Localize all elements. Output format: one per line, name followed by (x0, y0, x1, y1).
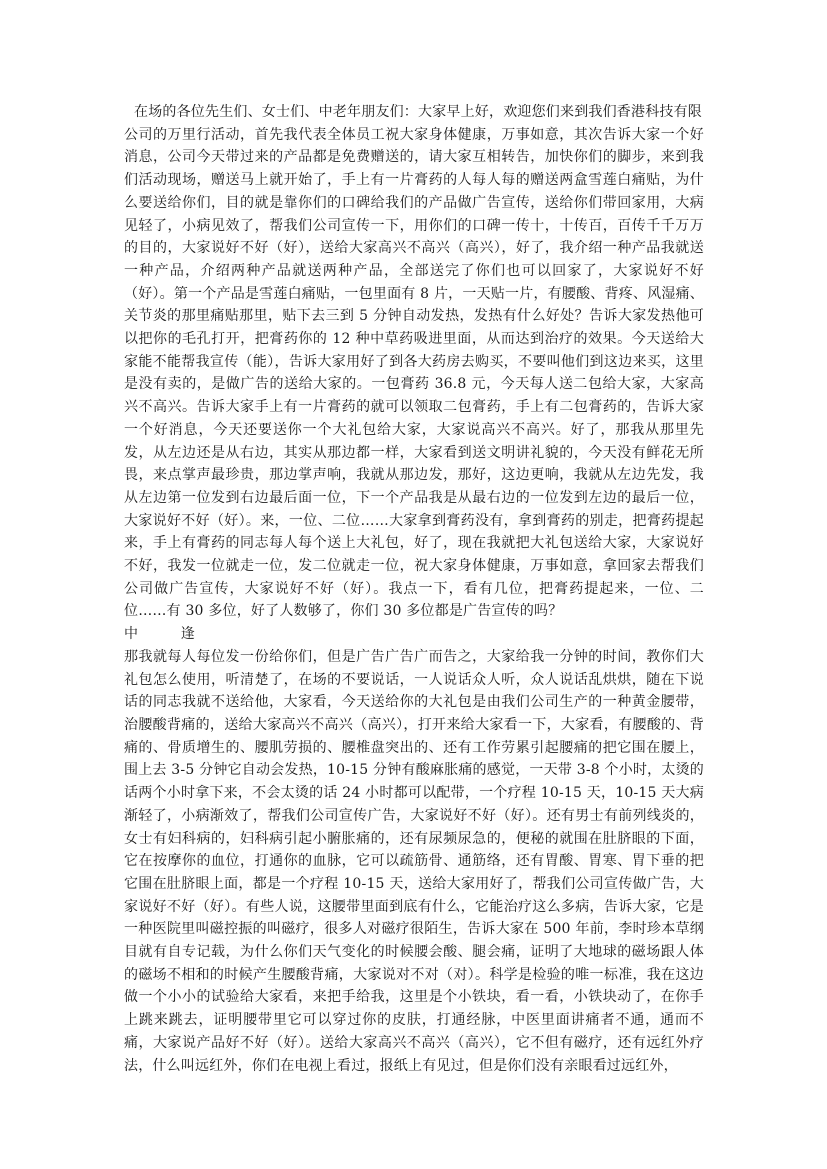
document-page (124, 101, 704, 1077)
paragraph-greeting: 在场的各位先生们、女士们、中老年朋友们：大家早上好，欢迎您们来到我们香港科技有限 (134, 104, 702, 120)
section-heading: 中 逢 (124, 626, 195, 643)
paragraph-belt-intro: 那我就每人每位发一份给你们，但是广告广告广而告之，大家给我一分钟的时间，教你们大礼包怎么使用，听清楚了，在场的不要说话，一人说话众人听，众人说话乱烘烘，随在下说话的同志我就不送给他，大家看，今天送给你的大礼包是由我们公司生产的一种黄金腰带，治腰酸背痛的，送给大家高兴不高兴（高兴），打开来给大家看一下，大家看，有腰酸的、背痛的、骨质增生的、腰肌劳损的、腰椎盘突出的、还有工作劳累引起腰痛的把它围在腰上，围上去 3-5 分钟它自动会发热，10-15 分钟有酸麻胀痛的感觉，一天带 3-8 个小时，太烫的话两个小时拿下来，不会太烫的话 24 小时都可以配带，一个疗程 10-15 天，10-15 天大病渐轻了，小病渐效了，帮我们公司宣传广告，大家说好不好（好）。还有男士有前列线炎的，女士有妇科病的，妇科病引起小腑胀痛的，还有尿频尿急的，便秘的就围在肚脐眼的下面，它在按摩你的血位，打通你的血脉，它可以疏筋骨、通筋络，还有胃酸、胃寒、胃下垂的把它围在肚脐眼上面，都是一个疗程 10-15 天，送给大家用好了，帮我们公司宣传做广告，大家说好不好（好）。有些人说，这腰带里面到底有什么，它能治疗这么多病，告诉大家，它是一种医院里叫磁控振的叫磁疗，很多人对磁疗很陌生，告诉大家在 500 年前，李时珍本草纲目就有自专记载，为什么你们天气变化的时候腰会酸、腿会痛，证明了大地球的磁场跟人体的磁场不相和的时候产生腰酸背痛，大家说对不对（对）。科学是检验的唯一标准，我在这边做一个小小的试验给大家看，来把手给我，这里是个小铁块，看一看，小铁块动了，在你手上跳来跳去，证明腰带里它可以穿过你的皮肤，打通经脉，中医里面讲痛者不通，通而不痛，大家说产品好不好（好）。送给大家高兴不高兴（高兴），它不但有磁疗，还有远红外疗法，什么叫远红外，你们在电视上看过，报纸上有见过，但是你们没有亲眼看过远红外， (124, 648, 704, 1074)
paragraph-plaster-intro: 公司的万里行活动，首先我代表全体员工祝大家身体健康，万事如意，其次告诉大家一个好消息，公司今天带过来的产品都是免费赠送的，请大家互相转告，加快你们的脚步，来到我们活动现场，赠送马上就开始了，手上有一片膏药的人每人每的赠送两盒雪莲白痛贴，为什么要送给你们，目的就是靠你们的口碑给我们的产品做广告宣传，送给你们带回家用，大病见轻了，小病见效了，帮我们公司宣传一下，用你们的口碑一传十，十传百，百传千千万万的目的，大家说好不好（好），送给大家高兴不高兴（高兴），好了，我介绍一种产品我就送一种产品，介绍两种产品就送两种产品，全部送完了你们也可以回家了，大家说好不好（好）。第一个产品是雪莲白痛贴，一包里面有 8 片，一天贴一片，有腰酸、背疼、风湿痛、关节炎的那里痛贴那里，贴下去三到 5 分钟自动发热，发热有什么好处？告诉大家发热他可以把你的毛孔打开，把膏药你的 12 种中草药吸进里面，从而达到治疗的效果。今天送给大家能不能帮我宣传（能），告诉大家用好了到各大药房去购买，不要叫他们到这边来买，这里是没有卖的，是做广告的送给大家的。一包膏药 36.8 元，今天每人送二包给大家，大家高兴不高兴。告诉大家手上有一片膏药的就可以领取二包膏药，手上有二包膏药的，告诉大家一个好消息，今天还要送你一个大礼包给大家，大家说高兴不高兴。好了，那我从那里先发，从左边还是从右边，其实从那边都一样，大家看到送文明讲礼貌的，今天没有鲜花无所畏，来点掌声最珍贵，那边掌声响，我就从那边发，那好，这边更响，我就从左边先发，我从左边第一位发到右边最后面一位，下一个产品我是从最右边的一位发到左边的最后一位，大家说好不好（好）。来，一位、二位……大家拿到膏药没有，拿到膏药的别走，把膏药提起来，手上有膏药的同志每人每个送上大礼包，好了，现在我就把大礼包送给大家，大家说好不好，我发一位就走一位，发二位就走一位，祝大家身体健康，万事如意，拿回家去帮我们公司做广告宣传，大家说好不好（好）。我点一下，看有几位，把膏药提起来，一位、二位……有 30 多位，好了人数够了，你们 30 多位都是广告宣传的吗？ (124, 126, 704, 620)
